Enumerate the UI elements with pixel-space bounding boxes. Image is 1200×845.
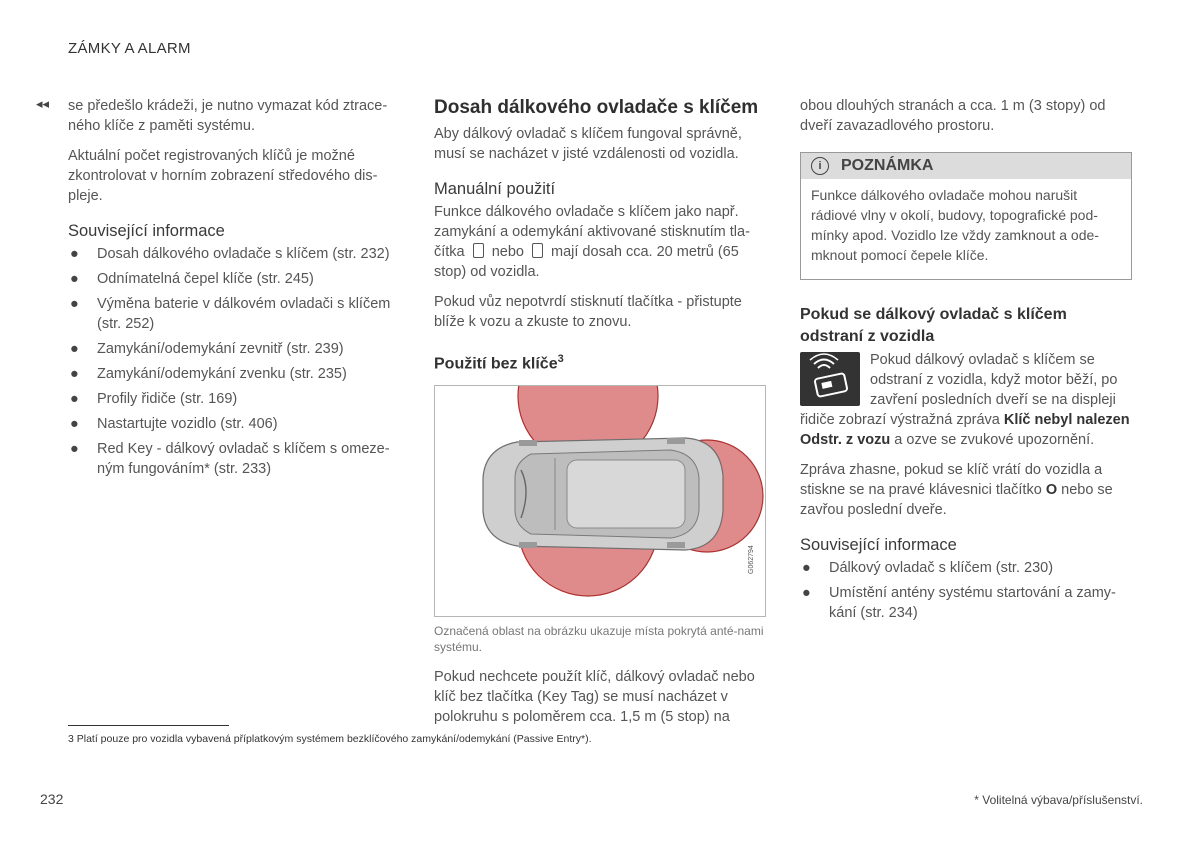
continued-icon: ◂◂ (36, 96, 50, 111)
paragraph: Zpráva zhasne, pokud se klíč vrátí do vozidla a stiskne se na pravé klávesnici tlačítko O nebo se zavřou poslední dveře. (800, 462, 1113, 518)
figure-code: G062794 (748, 545, 755, 575)
paragraph: Aktuální počet registrovaných klíčů je možné zkontrolovat v horním zobrazení středového dis-pleje. (68, 148, 378, 204)
note-title: POZNÁMKA (841, 157, 934, 174)
paragraph: se předešlo krádeži, je nutno vymazat kód ztrace-ného klíče z paměti systému. (68, 98, 388, 134)
related-link[interactable]: ● Zamykání/odemykání zvenku (str. 235) (70, 366, 347, 382)
intro-paragraph: Aby dálkový ovladač s klíčem fungoval správně, musí se nacházet v jisté vzdálenosti od vozidla. (434, 126, 742, 162)
key-fob-warning-icon (800, 352, 860, 406)
related-link[interactable]: ● Dosah dálkového ovladače s klíčem (str. 232) (70, 246, 390, 262)
column-middle (434, 96, 766, 737)
related-link[interactable]: ● Dálkový ovladač s klíčem (str. 230) (802, 560, 1054, 576)
related-info-list (68, 244, 398, 479)
footnote-ref: 3 (557, 353, 564, 365)
warning-message: Klíč nebyl nalezen Odstr. z vozu (800, 412, 1130, 448)
section-header: ZÁMKY A ALARM (68, 40, 191, 57)
note-header (801, 153, 1131, 179)
footer-note: * Volitelná výbava/příslušenství. (974, 793, 1143, 807)
related-info-list (800, 558, 1132, 623)
antenna-coverage-figure (434, 385, 766, 617)
column-right (800, 96, 1132, 628)
info-icon: i (811, 157, 829, 175)
key-removed-paragraph: Pokud dálkový ovladač s klíčem se odstraní z vozidla, když motor běží, po zavření posledních dveří se na displeji řidiče zobrazí výstražná zpráva Klíč nebyl nalezen Odstr. z vozu a ozve se zvukové upozornění. (800, 352, 1130, 448)
button-label-o: O (1045, 482, 1058, 498)
paragraph: Pokud vůz nepotvrdí stisknutí tlačítka - přistupte blíže k vozu a zkuste to znovu. (434, 294, 742, 330)
footnote-divider (68, 725, 229, 726)
related-link[interactable]: ● Zamykání/odemykání zevnitř (str. 239) (70, 341, 344, 357)
lock-icon (473, 243, 484, 258)
related-link[interactable]: ● Výměna baterie v dálkovém ovladači s klíčem (str. 252) (70, 296, 391, 332)
paragraph: obou dlouhých stranách a cca. 1 m (3 stopy) od dveří zavazadlového prostoru. (800, 98, 1106, 134)
keyless-paragraph: Pokud nechcete použít klíč, dálkový ovladač nebo klíč bez tlačítka (Key Tag) se musí nacházet v polokruhu s poloměrem cca. 1,5 m (5 stop) na (434, 669, 755, 726)
related-link[interactable]: ● Umístění antény systému startování a zamy-kání (str. 234) (802, 585, 1116, 621)
related-info-heading: Související informace (800, 536, 957, 554)
section-title: Dosah dálkového ovladače s klíčem (434, 97, 759, 118)
key-removed-heading: Pokud se dálkový ovladač s klíčem odstraní z vozidla (800, 306, 1067, 345)
related-link[interactable]: ● Nastartujte vozidlo (str. 406) (70, 416, 278, 432)
note-text: Funkce dálkového ovladače mohou narušit rádiové vlny v okolí, budovy, topografické pod-mínky apod. Vozidlo lze vždy zamknout a ode-mknout pomocí čepele klíče. (811, 187, 1099, 263)
unlock-icon (532, 243, 543, 258)
key-removed-section (800, 350, 1132, 450)
manual-use-heading: Manuální použití (434, 180, 556, 198)
keyless-heading: Použití bez klíče$^3$ (434, 353, 564, 373)
related-link[interactable]: ● Profily řidiče (str. 169) (70, 391, 238, 407)
column-left (36, 96, 398, 484)
related-link[interactable]: ● Odnímatelná čepel klíče (str. 245) (70, 271, 314, 287)
car-top-view-illustration (435, 386, 765, 616)
manual-use-paragraph: Funkce dálkového ovladače s klíčem jako např. zamykání a odemykání aktivované stisknutím tla-čítka nebo mají dosah cca. 20 metrů (65 stop) od vozidla. (434, 204, 750, 280)
footnote: 3 Platí pouze pro vozidla vybavená příplatkovým systémem bezklíčového zamykání/odemykání (Passive Entry*). (68, 733, 592, 745)
note-box (800, 152, 1132, 280)
figure-caption: Označená oblast na obrázku ukazuje místa pokrytá anté-nami systému. (434, 624, 764, 655)
car-body (483, 438, 723, 550)
related-info-heading: Související informace (68, 222, 225, 240)
related-link[interactable]: ● Red Key - dálkový ovladač s klíčem s omeze-ným fungováním* (str. 233) (70, 441, 390, 477)
page-number: 232 (40, 791, 64, 807)
